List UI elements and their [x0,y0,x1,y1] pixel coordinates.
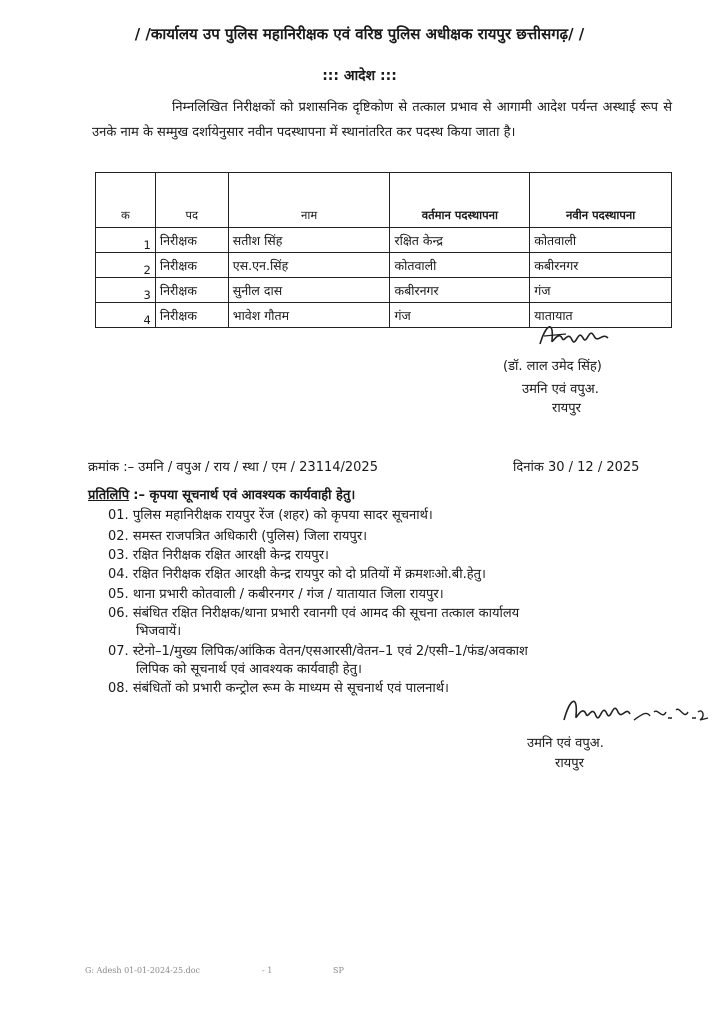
table-header-row [96,173,672,228]
col-header-serial: क [96,173,156,228]
row-name: भावेश गौतम [228,303,390,328]
col-header-post: पद [155,173,228,228]
row-post: निरीक्षक [155,303,228,328]
signature-scribble-2 [560,690,710,730]
signatory-place-2: रायपुर [555,756,584,771]
row-current-posting: रक्षित केन्द्र [390,228,530,253]
footer-page: - 1 [262,966,273,975]
row-post: निरीक्षक [155,278,228,303]
list-item: 02. समस्त राजपत्रित अधिकारी (पुलिस) जिला रायपुर। [108,529,368,544]
order-paragraph: निम्नलिखित निरीक्षकों को प्रशासनिक दृष्टिकोण से तत्काल प्रभाव से आगामी आदेश पर्यन्त अस्थाई रूप से उनके नाम के सम्मुख दर्शायेनुसार नवीन पदस्थापना में स्थानांतरित कर पदस्थ किया जाता है। [92,100,672,140]
signatory-designation-2: उमनि एवं वपुअ. [527,736,604,751]
copy-heading [88,485,355,503]
row-serial: 1 [96,228,156,253]
signature-scribble-1 [536,318,616,350]
list-item-continued: लिपिक को सूचनार्थ एवं आवश्यक कार्यवाही हेतु। [136,662,362,677]
signatory-designation: उमनि एवं वपुअ. [522,382,599,397]
reference-date: दिनांक 30 / 12 / 2025 [513,460,640,475]
col-header-new-posting: नवीन पदस्थापना [530,173,672,228]
copy-label: प्रतिलिपि [88,488,130,503]
office-header: / /कार्यालय उप पुलिस महानिरीक्षक एवं वरिष्ठ पुलिस अधीक्षक रायपुर छत्तीसगढ़/ / [134,25,585,43]
reference-number: क्रमांक :– उमनि / वपुअ / राय / स्था / एम / 23114/2025 [88,460,378,475]
list-item: 01. पुलिस महानिरीक्षक रायपुर रेंज (शहर) को कृपया सादर सूचनार्थ। [108,508,433,523]
row-serial: 4 [96,303,156,328]
signatory-name: (डॉ. लाल उमेद सिंह) [503,359,602,374]
row-serial: 2 [96,253,156,278]
row-new-posting: कबीरनगर [530,253,672,278]
signatory-place: रायपुर [552,401,581,416]
row-post: निरीक्षक [155,253,228,278]
row-name: सुनील दास [228,278,390,303]
row-name: एस.एन.सिंह [228,253,390,278]
table-row [96,278,672,303]
row-serial: 3 [96,278,156,303]
table-row [96,253,672,278]
row-new-posting: गंज [530,278,672,303]
row-name: सतीश सिंह [228,228,390,253]
footer-file-path: G: Adesh 01-01-2024-25.doc [85,966,201,975]
order-title: ::: आदेश ::: [322,68,397,84]
footer-initials: SP [333,966,344,975]
row-current-posting: कबीरनगर [390,278,530,303]
table-row [96,228,672,253]
list-item: 08. संबंधितों को प्रभारी कन्ट्रोल रूम के माध्यम से सूचनार्थ एवं पालनार्थ। [108,681,449,696]
list-item: 07. स्टेनो–1/मुख्य लिपिक/आंकिक वेतन/एसआरसी/वेतन–1 एवं 2/एसी–1/फंड/अवकाश [108,644,528,659]
row-current-posting: कोतवाली [390,253,530,278]
list-item-continued: भिजवायें। [136,624,182,639]
list-item: 03. रक्षित निरीक्षक रक्षित आरक्षी केन्द्र रायपुर। [108,548,329,563]
list-item: 04. रक्षित निरीक्षक रक्षित आरक्षी केन्द्र रायपुर को दो प्रतियों में क्रमशःओ.बी.हेतु। [108,567,486,582]
row-new-posting: यातायात [530,303,672,328]
row-new-posting: कोतवाली [530,228,672,253]
col-header-current-posting: वर्तमान पदस्थापना [390,173,530,228]
row-post: निरीक्षक [155,228,228,253]
copy-intro: :– कृपया सूचनार्थ एवं आवश्यक कार्यवाही हेतु। [133,488,356,503]
transfer-table [95,172,672,328]
row-current-posting: गंज [390,303,530,328]
list-item: 06. संबंधित रक्षित निरीक्षक/थाना प्रभारी रवानगी एवं आमद की सूचना तत्काल कार्यालय [108,606,520,621]
col-header-name: नाम [228,173,390,228]
list-item: 05. थाना प्रभारी कोतवाली / कबीरनगर / गंज / यातायात जिला रायपुर। [108,587,444,602]
